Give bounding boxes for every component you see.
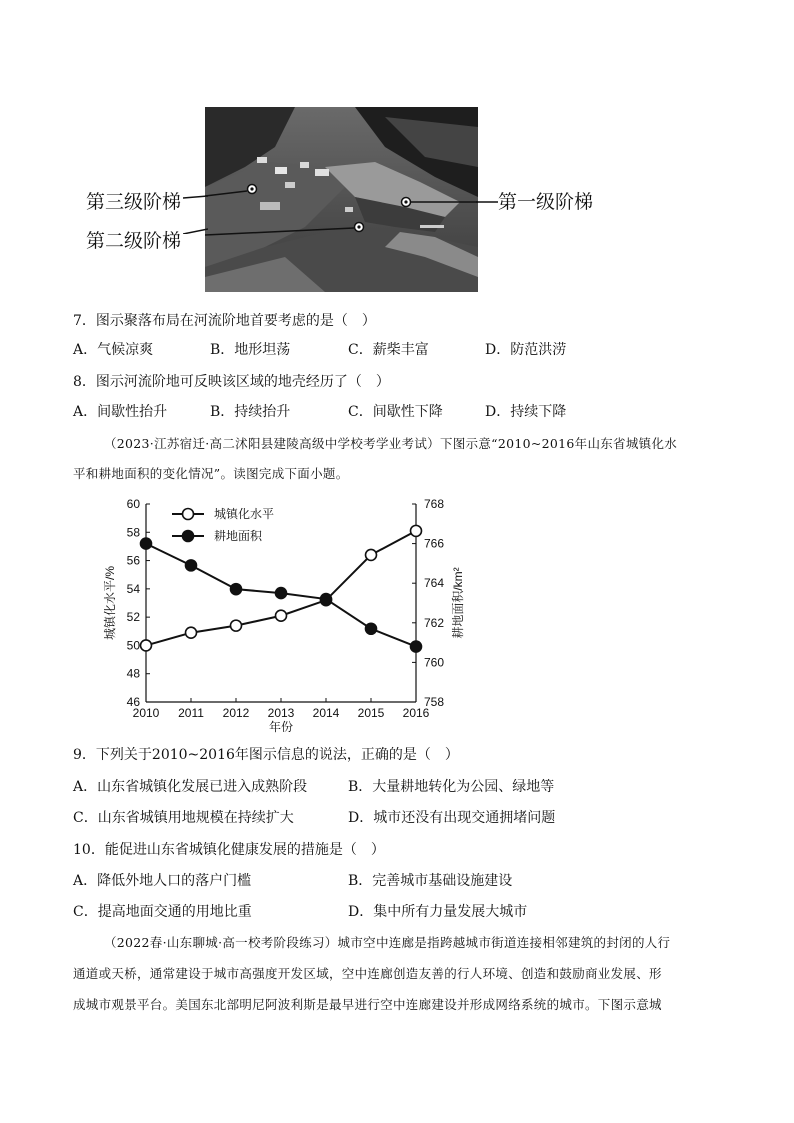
- q7-option-a[interactable]: A．气候凉爽: [73, 342, 154, 358]
- q9-option-b[interactable]: B．大量耕地转化为公园、绿地等: [348, 779, 555, 795]
- x-tick-label: 2012: [222, 706, 250, 720]
- data-point-1: [276, 588, 287, 599]
- q9-option-c[interactable]: C．山东省城镇用地规模在持续扩大: [73, 810, 294, 826]
- photo-leader-lines: [183, 194, 208, 234]
- photo-leader-line-right: [476, 200, 498, 204]
- data-point-1: [186, 560, 197, 571]
- terrace-photo: [205, 107, 478, 292]
- legend-marker-1: [183, 531, 194, 542]
- right-tick-label: 762: [424, 615, 445, 630]
- left-tick-label: 46: [126, 695, 140, 709]
- left-tick-label: 54: [126, 581, 140, 596]
- data-point-0: [231, 620, 242, 631]
- q10-option-d[interactable]: D．集中所有力量发展大城市: [348, 904, 528, 920]
- urbanization-farmland-chart: [100, 488, 470, 738]
- left-tick-label: 50: [126, 638, 140, 653]
- intro1-line2: 平和耕地面积的变化情况”。读图完成下面小题。: [73, 466, 349, 481]
- q9-option-a[interactable]: A．山东省城镇化发展已进入成熟阶段: [73, 779, 308, 795]
- q8-option-c[interactable]: C．间歇性下降: [348, 404, 443, 420]
- data-point-1: [141, 538, 152, 549]
- label-third-terrace: 第三级阶梯: [86, 191, 182, 213]
- q10-stem: 10．能促进山东省城镇化健康发展的措施是（ ）: [73, 842, 385, 858]
- legend-label-0: 城镇化水平: [214, 507, 275, 521]
- data-point-1: [321, 594, 332, 605]
- data-point-1: [231, 584, 242, 595]
- left-tick-label: 58: [126, 525, 140, 540]
- data-point-0: [411, 525, 422, 536]
- data-point-1: [366, 623, 377, 634]
- data-point-0: [186, 627, 197, 638]
- q7-option-c[interactable]: C．薪柴丰富: [348, 342, 429, 358]
- x-axis-label: 年份: [268, 720, 294, 734]
- right-axis-label: 耕地面积/km²: [451, 567, 465, 639]
- q7-option-d[interactable]: D．防范洪涝: [485, 342, 567, 358]
- right-tick-label: 768: [424, 497, 445, 511]
- data-point-0: [366, 549, 377, 560]
- data-point-1: [411, 641, 422, 652]
- x-tick-label: 2015: [357, 706, 385, 720]
- x-tick-label: 2010: [132, 706, 160, 720]
- x-tick-label: 2016: [402, 706, 430, 720]
- q10-option-a[interactable]: A．降低外地人口的落户门槛: [73, 873, 252, 889]
- left-tick-label: 56: [126, 553, 140, 568]
- intro2-line3: 成城市观景平台。美国东北部明尼阿波利斯是最早进行空中连廊建设并形成网络系统的城市。下图示意城: [73, 997, 662, 1012]
- data-point-0: [276, 610, 287, 621]
- x-tick-label: 2011: [178, 706, 204, 720]
- intro2-line2: 通道或天桥，通常建设于城市高强度开发区域，空中连廊创造友善的行人环境、创造和鼓励商业发展、形: [73, 966, 662, 981]
- x-tick-label: 2014: [312, 706, 340, 720]
- legend-label-1: 耕地面积: [214, 529, 263, 543]
- q7-option-b[interactable]: B．地形坦荡: [210, 342, 291, 358]
- left-tick-label: 52: [126, 610, 140, 625]
- left-tick-label: 60: [126, 497, 140, 511]
- q9-option-d[interactable]: D．城市还没有出现交通拥堵问题: [348, 810, 556, 826]
- label-first-terrace: 第一级阶梯: [498, 191, 594, 213]
- intro1-line1: （2023·江苏宿迁·高二沭阳县建陵高级中学校考学业考试）下图示意“2010~2016年山东省城镇化水: [104, 436, 678, 451]
- left-tick-label: 48: [126, 666, 140, 681]
- q10-option-c[interactable]: C．提高地面交通的用地比重: [73, 904, 252, 920]
- data-point-0: [141, 640, 152, 651]
- intro2-line1: （2022春·山东聊城·高一校考阶段练习）城市空中连廊是指跨越城市街道连接相邻建筑的封闭的人行: [104, 935, 671, 950]
- q8-option-b[interactable]: B．持续抬升: [210, 404, 291, 420]
- right-tick-label: 764: [424, 576, 445, 591]
- legend-marker-0: [183, 509, 194, 520]
- q8-stem: 8．图示河流阶地可反映该区域的地壳经历了（ ）: [73, 374, 390, 390]
- label-second-terrace: 第二级阶梯: [86, 230, 182, 252]
- terrace-photo-image: [205, 107, 478, 292]
- right-tick-label: 766: [424, 536, 445, 551]
- x-tick-label: 2013: [267, 706, 295, 720]
- q8-option-a[interactable]: A．间歇性抬升: [73, 404, 168, 420]
- right-tick-label: 760: [424, 655, 445, 670]
- q10-option-b[interactable]: B．完善城市基础设施建设: [348, 873, 513, 889]
- left-axis-label: 城镇化水平/%: [103, 565, 117, 641]
- right-tick-label: 758: [424, 695, 445, 709]
- q9-stem: 9．下列关于2010~2016年图示信息的说法，正确的是（ ）: [73, 747, 459, 763]
- q8-option-d[interactable]: D．持续下降: [485, 404, 567, 420]
- q7-stem: 7．图示聚落布局在河流阶地首要考虑的是（ ）: [73, 313, 376, 329]
